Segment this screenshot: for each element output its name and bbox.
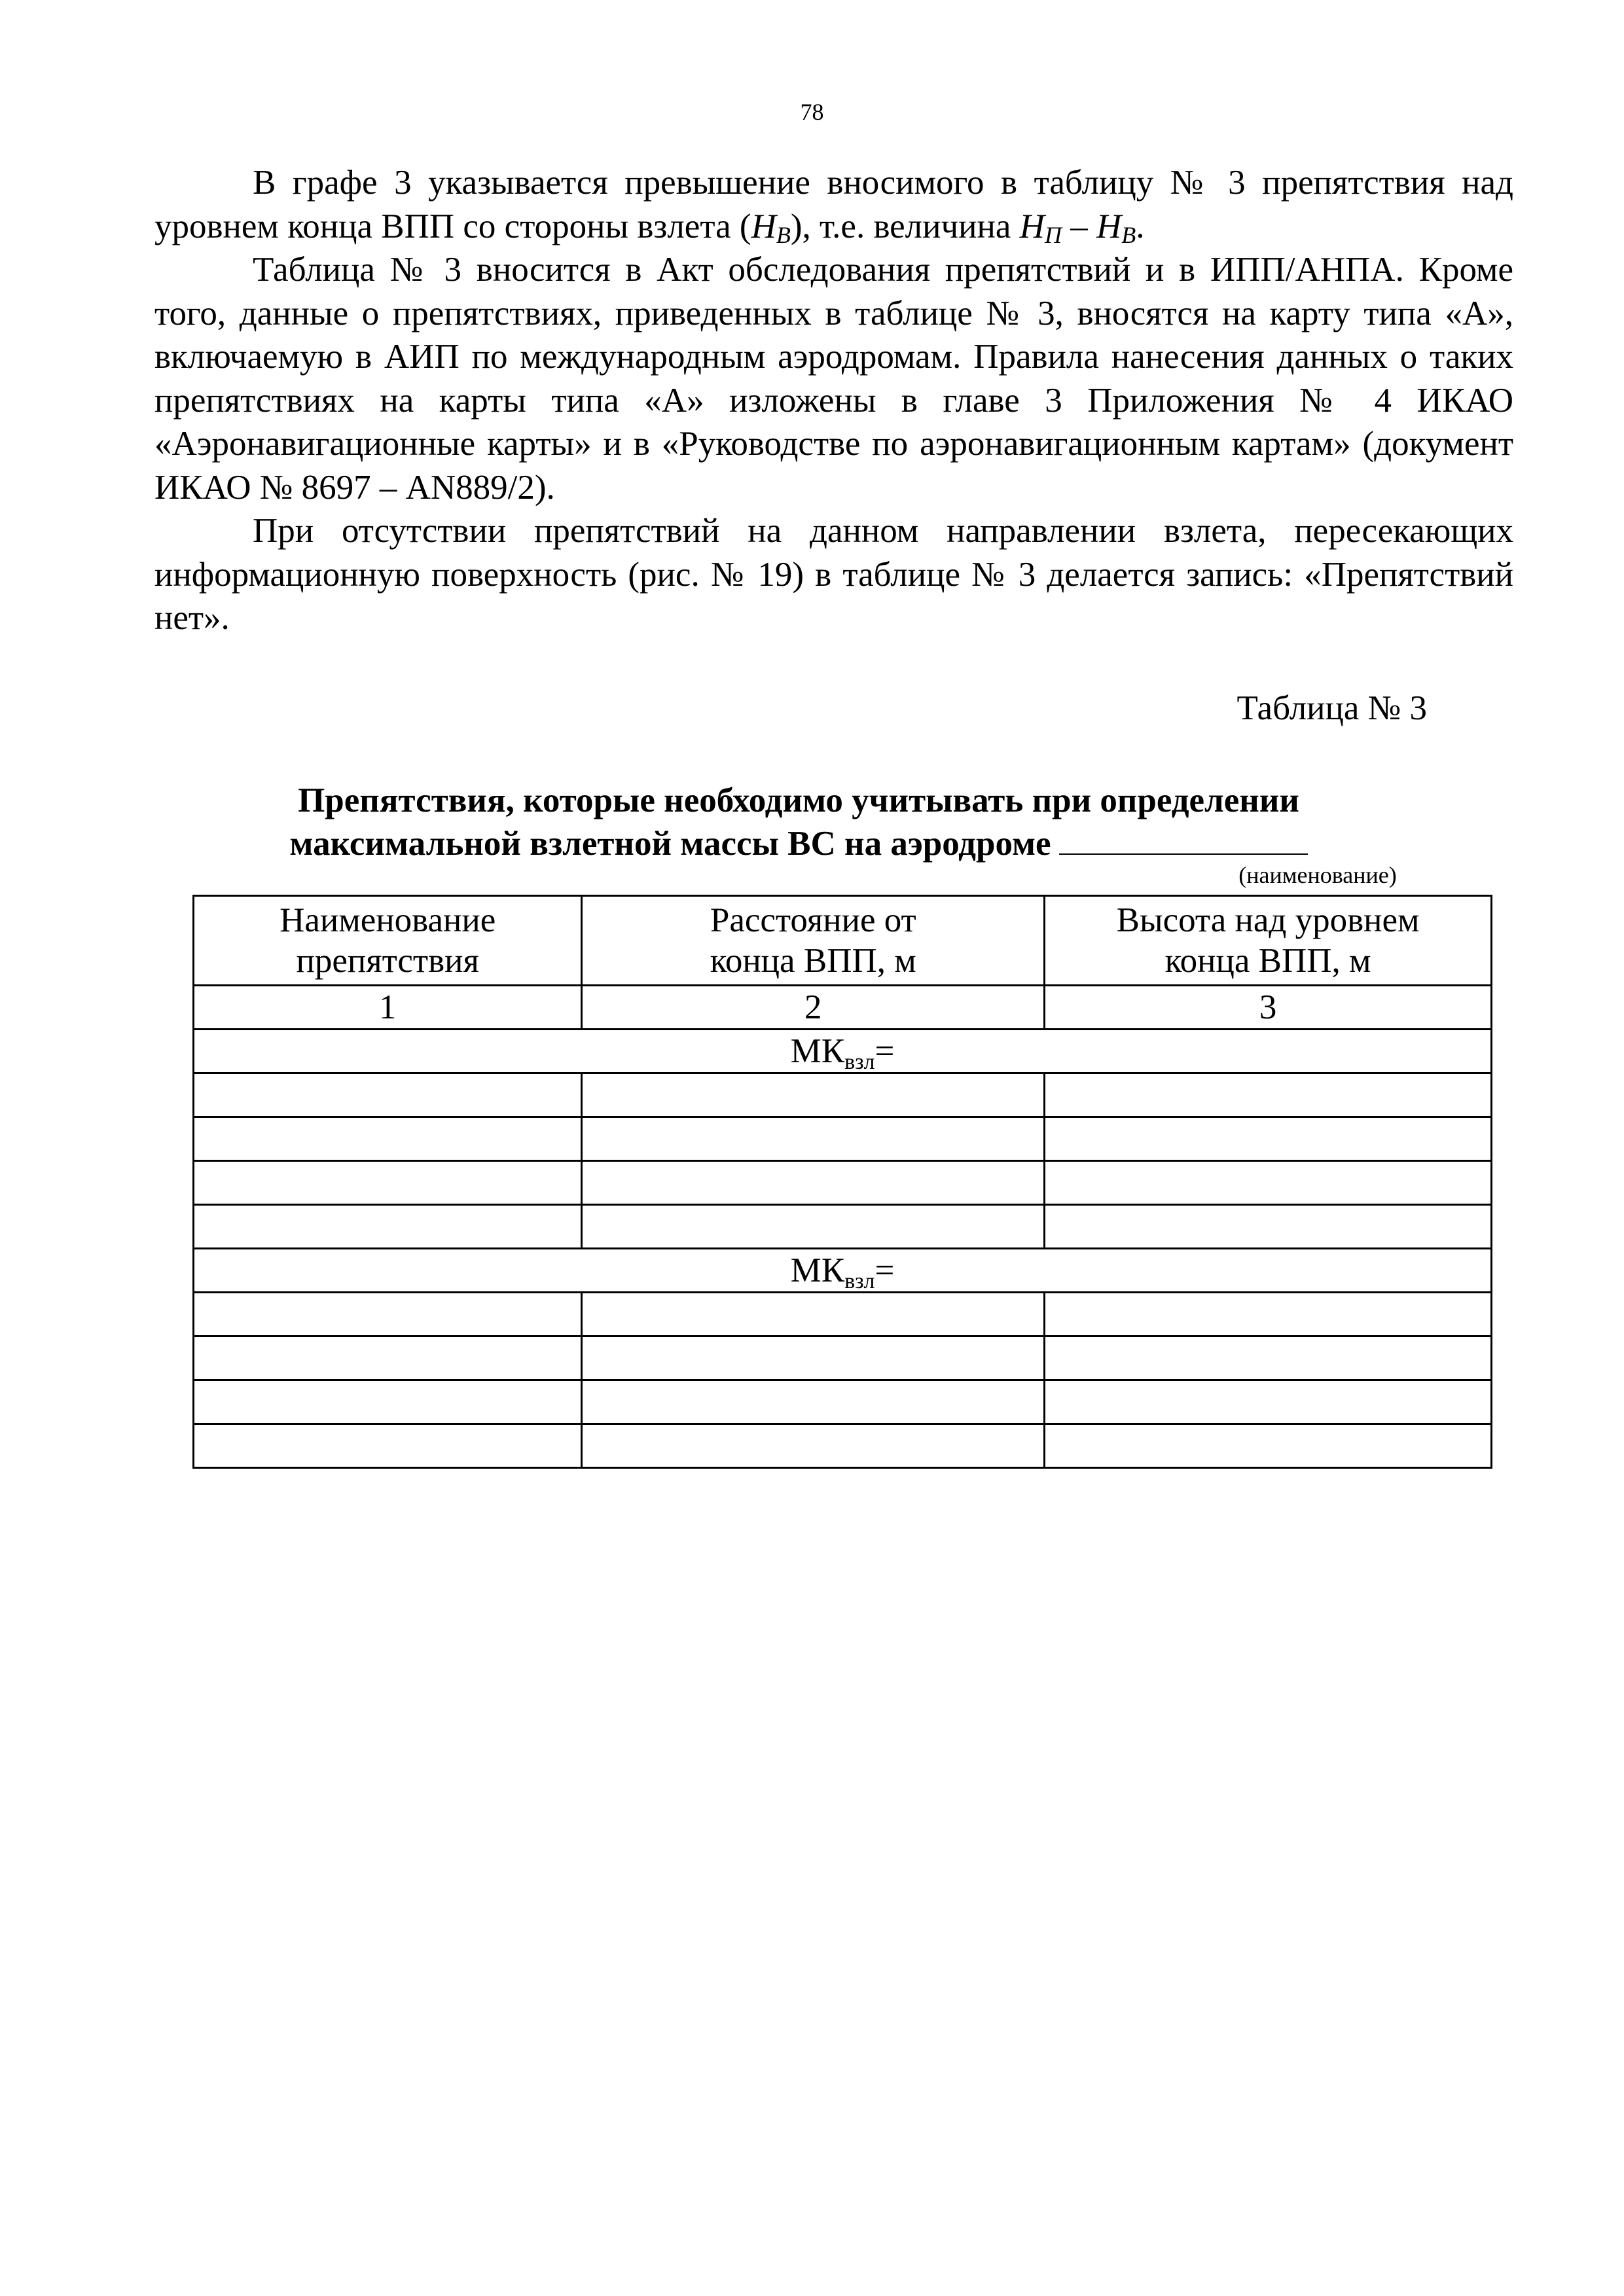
table-caption: Таблица № 3 (1236, 689, 1427, 727)
column-number-cell: 3 (1045, 986, 1492, 1030)
column-number-row (194, 986, 1492, 1030)
table-cell[interactable] (194, 1161, 582, 1205)
table-title-line-1: Препятствия, которые необходимо учитывать при определении (298, 781, 1299, 819)
table-row (194, 1073, 1492, 1117)
table-cell[interactable] (194, 1336, 582, 1380)
table-cell[interactable] (582, 1336, 1045, 1380)
aerodrome-name-blank (1059, 825, 1308, 855)
header-cell-distance: Расстояние от конца ВПП, м (582, 896, 1045, 986)
mk-row-1 (194, 1030, 1492, 1073)
table-cell[interactable] (1045, 1424, 1492, 1468)
table-cell[interactable] (582, 1205, 1045, 1249)
table-cell[interactable] (582, 1117, 1045, 1161)
table-row (194, 1336, 1492, 1380)
table-cell[interactable] (582, 1424, 1045, 1468)
body-text (154, 161, 1513, 640)
obstacles-table (192, 895, 1492, 1469)
table-cell[interactable] (1045, 1205, 1492, 1249)
table-cell[interactable] (194, 1380, 582, 1424)
table-cell[interactable] (1045, 1336, 1492, 1380)
table-cell[interactable] (194, 1073, 582, 1117)
table-row (194, 1161, 1492, 1205)
table-cell[interactable] (1045, 1161, 1492, 1205)
mk-label: МКвзл= (194, 1030, 1492, 1073)
paragraph-3: При отсутствии препятствий на данном направлении взлета, пересекающих информационную поверхность (рис. № 19) в таблице № 3 делается запись: «Препятствий нет». (154, 512, 1513, 637)
table-cell[interactable] (582, 1073, 1045, 1117)
table-row (194, 1293, 1492, 1336)
mk-row-2 (194, 1249, 1492, 1293)
mk-label: МКвзл= (194, 1249, 1492, 1293)
table-header-row (194, 896, 1492, 986)
column-number-cell: 2 (582, 986, 1045, 1030)
table-row (194, 1205, 1492, 1249)
table-title-line-2: максимальной взлетной массы ВС на аэродроме (242, 822, 1355, 865)
header-cell-name: Наименование препятствия (194, 896, 582, 986)
table-cell[interactable] (1045, 1293, 1492, 1336)
table-row (194, 1380, 1492, 1424)
paragraph-2: Таблица № 3 вносится в Акт обследования препятствий и в ИПП/АНПА. Кроме того, данные о препятствиях, приведенных в таблице № 3, вносятся на карту типа «А», включаемую в АИП по международным аэродромам. Правила нанесения данных о таких препятствиях на карты типа «А» изложены в главе 3 Приложения № 4 ИКАО «Аэронавигационные карты» и в «Руководстве по аэронавигационным картам» (документ ИКАО № 8697 – AN889/2). (154, 251, 1513, 507)
title-blank-note: (наименование) (1238, 862, 1397, 888)
column-number-cell: 1 (194, 986, 582, 1030)
paragraph-1: В графе 3 указывается превышение вносимого в таблицу № 3 препятствия над уровнем конца ВПП со стороны взлета $(H_B)$, т.е. величина $H_П - H_B$. (154, 164, 1513, 248)
table-cell[interactable] (582, 1293, 1045, 1336)
table-cell[interactable] (194, 1205, 582, 1249)
table-row (194, 1117, 1492, 1161)
table-cell[interactable] (194, 1424, 582, 1468)
table-title (242, 779, 1355, 865)
table-cell[interactable] (194, 1293, 582, 1336)
table-cell[interactable] (194, 1117, 582, 1161)
table-cell[interactable] (582, 1161, 1045, 1205)
table-cell[interactable] (582, 1380, 1045, 1424)
table-cell[interactable] (1045, 1073, 1492, 1117)
table-cell[interactable] (1045, 1380, 1492, 1424)
page-number: 78 (800, 99, 824, 125)
header-cell-height: Высота над уровнем конца ВПП, м (1045, 896, 1492, 986)
table-cell[interactable] (1045, 1117, 1492, 1161)
table-row (194, 1424, 1492, 1468)
